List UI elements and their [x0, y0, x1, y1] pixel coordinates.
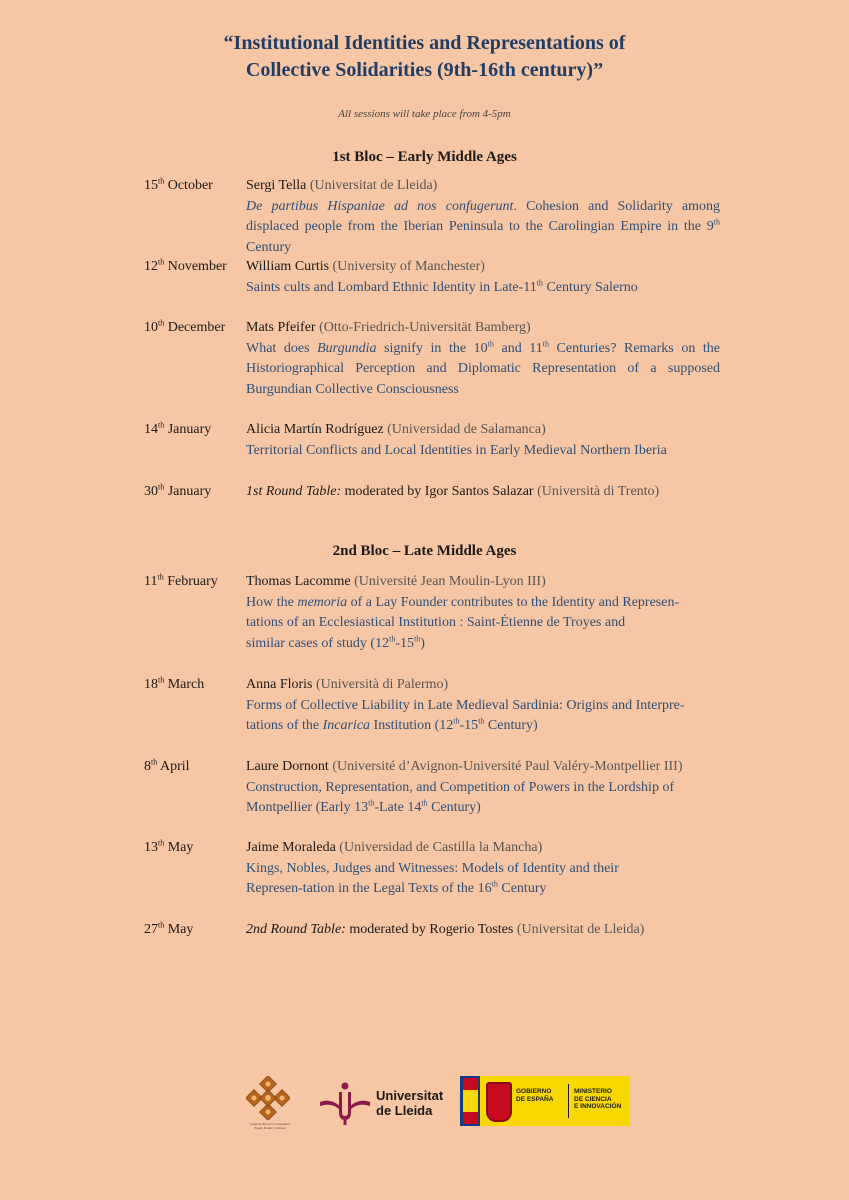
gobierno-text: GOBIERNO DE ESPAÑA: [516, 1088, 554, 1103]
round-table-label: 2nd Round Table:: [246, 922, 346, 937]
talk-title: How the memoria of a Lay Founder contributes to the Identity and Represen- tations of an Ecclesiastical Institution : Saint-Étienne de Troyes and similar cases of study (12th-15th): [246, 594, 680, 651]
seal-emblem-icon: [246, 1076, 290, 1120]
research-group-seal: [246, 1076, 292, 1130]
bloc1-title: 1st Bloc – Early Middle Ages: [332, 149, 517, 165]
speaker-name: Jaime Moraleda: [246, 840, 336, 855]
speaker-name: Anna Floris: [246, 677, 313, 692]
gobierno-espana-logo: [460, 1076, 630, 1126]
page-title: “Institutional Identities and Representations of Collective Solidarities (9th-16th century)”: [223, 32, 626, 81]
udl-wordmark: Universitat de Lleida: [376, 1088, 444, 1118]
speaker-affiliation: (Universidad de Castilla la Mancha): [335, 840, 543, 855]
session-date: 10th December: [144, 318, 226, 335]
udl-emblem-icon: [318, 1080, 372, 1126]
session-date: 13th May: [144, 838, 194, 855]
sessions-time-note: All sessions will take place from 4-5pm: [338, 108, 511, 120]
talk-title: What does Burgundia signify in the 10th and 11th Centuries? Remarks on the Historiographical Perception and Diplomatic Representation of a supposed Burgundian Collective Consciousness: [246, 338, 720, 397]
moderator-affiliation: (Università di Trento): [533, 484, 660, 499]
talk-title: Construction, Representation, and Competition of Powers in the Lordship of Montpellier (Early 13th-Late 14th Century): [246, 779, 675, 815]
round-table-moderator: moderated by Rogerio Tostes: [345, 922, 514, 937]
speaker-name: Thomas Lacomme: [246, 574, 351, 589]
moderator-affiliation: (Universitat de Lleida): [513, 922, 645, 937]
speaker-name: Sergi Tella: [246, 178, 307, 193]
speaker-affiliation: (Otto-Friedrich-Universität Bamberg): [315, 320, 531, 335]
talk-title: De partibus Hispaniae ad nos confugerunt. Cohesion and Solidarity among displaced people from the Iberian Peninsula to the Carolingian Empire in the 9th Century: [246, 198, 720, 255]
speaker-affiliation: (Université d’Avignon-Université Paul Valéry-Montpellier III): [328, 759, 683, 774]
session-date: 18th March: [144, 675, 205, 692]
eu-spain-flag-icon: [460, 1076, 480, 1126]
speaker-affiliation: (Università di Palermo): [312, 677, 449, 692]
logo-divider: [568, 1084, 569, 1118]
speaker-affiliation: (University of Manchester): [329, 259, 485, 274]
speaker-name: William Curtis: [246, 259, 330, 274]
round-table-label: 1st Round Table:: [246, 484, 342, 499]
session-date: 14th January: [144, 420, 212, 437]
universitat-lleida-logo: [318, 1080, 444, 1126]
talk-title: Kings, Nobles, Judges and Witnesses: Models of Identity and their Represen-tation in the Legal Texts of the 16th Century: [246, 860, 619, 896]
session-date: 8th April: [144, 757, 190, 774]
talk-title: Forms of Collective Liability in Late Medieval Sardinia: Origins and Interpre- tations of the Incarica Institution (12th-15th Century): [246, 697, 685, 733]
spain-coat-of-arms-icon: [486, 1082, 512, 1122]
speaker-affiliation: (Universitat de Lleida): [306, 178, 438, 193]
session-date: 30th January: [144, 482, 212, 499]
speaker-name: Laure Dornont: [246, 759, 329, 774]
session-date: 15th October: [144, 176, 213, 193]
ministerio-text: MINISTERIO DE CIENCIA E INNOVACIÓN: [574, 1088, 622, 1110]
speaker-name: Alicia Martín Rodríguez: [246, 422, 384, 437]
seal-caption: Grup de Recerca Consolidat Espai, Poder i Cultura: [250, 1122, 290, 1130]
session-date: 11th February: [144, 572, 218, 589]
speaker-affiliation: (Université Jean Moulin-Lyon III): [350, 574, 546, 589]
talk-title: Saints cults and Lombard Ethnic Identity in Late-11th Century Salerno: [246, 277, 638, 295]
round-table-moderator: moderated by Igor Santos Salazar: [341, 484, 534, 499]
sponsor-logos: [0, 1072, 849, 1172]
talk-title: Territorial Conflicts and Local Identities in Early Medieval Northern Iberia: [246, 442, 667, 458]
session-date: 12th November: [144, 257, 227, 274]
bloc2-title: 2nd Bloc – Late Middle Ages: [332, 543, 517, 559]
speaker-name: Mats Pfeifer: [246, 320, 316, 335]
session-date: 27th May: [144, 920, 194, 937]
speaker-affiliation: (Universidad de Salamanca): [383, 422, 546, 437]
